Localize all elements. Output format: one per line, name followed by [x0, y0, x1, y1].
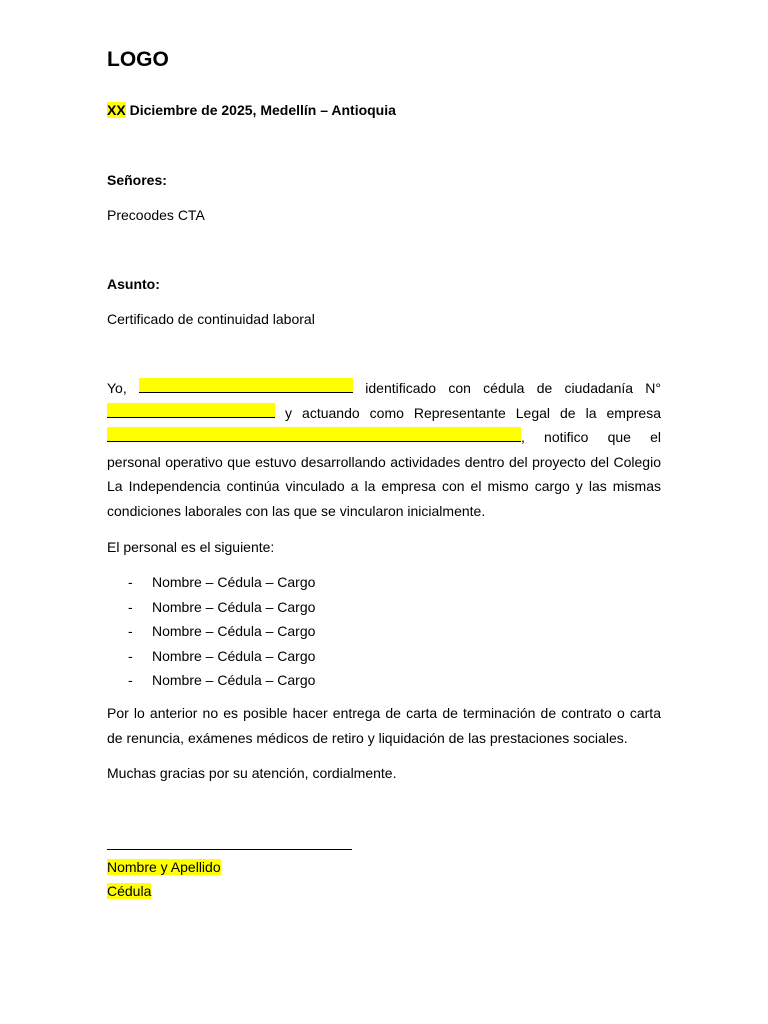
list-dash: -: [128, 623, 133, 640]
list-intro: El personal es el siguiente:: [107, 539, 275, 555]
list-dash: -: [128, 672, 133, 689]
signature-line: [107, 849, 352, 850]
list-dash: -: [128, 574, 133, 590]
subject-heading: Asunto:: [107, 276, 160, 292]
body-paragraph: [107, 376, 661, 524]
signature-block: [107, 855, 661, 903]
list-item: - Nombre – Cédula – Cargo: [107, 595, 661, 620]
date-line: [107, 100, 661, 120]
body-id-text: identificado con cédula de ciudadanía N°: [365, 380, 662, 396]
signature-id: Cédula: [107, 883, 152, 899]
body-representative-text: y actuando como Representante Legal de la empresa: [285, 404, 661, 421]
body-notification-text: , notifico que el personal operativo que estuvo desarrollando actividades dentro del proyecto del Colegio La Independencia continúa vinculado a la empresa con el mismo cargo y las mismas condiciones laborales con las que se vincularon inicialmente.: [107, 429, 661, 519]
thanks-line: Muchas gracias por su atención, cordialmente.: [107, 765, 397, 781]
list-item: - Nombre – Cédula – Cargo: [107, 570, 661, 595]
representative-name-blank[interactable]: [139, 378, 353, 393]
recipient-heading: Señores:: [107, 172, 167, 188]
logo-placeholder: LOGO: [107, 48, 169, 71]
date-day-placeholder: XX: [107, 102, 126, 118]
list-item: - Nombre – Cédula – Cargo: [107, 668, 661, 693]
id-number-blank[interactable]: [107, 403, 275, 418]
body-yo: Yo,: [107, 380, 127, 396]
list-item: - Nombre – Cédula – Cargo: [107, 619, 661, 644]
list-dash: -: [128, 598, 133, 615]
list-dash: -: [128, 647, 133, 664]
signature-name: Nombre y Apellido: [107, 859, 221, 875]
staff-list: [107, 570, 661, 693]
subject-text: Certificado de continuidad laboral: [107, 311, 315, 327]
recipient-name: Precoodes CTA: [107, 207, 205, 223]
company-name-blank[interactable]: [107, 427, 521, 442]
closing-paragraph: Por lo anterior no es posible hacer entrega de carta de terminación de contrato o carta de renuncia, exámenes médicos de retiro y liquidación de las prestaciones sociales.: [107, 705, 661, 746]
list-item: - Nombre – Cédula – Cargo: [107, 644, 661, 669]
date-text: Diciembre de 2025, Medellín – Antioquia: [125, 102, 396, 118]
